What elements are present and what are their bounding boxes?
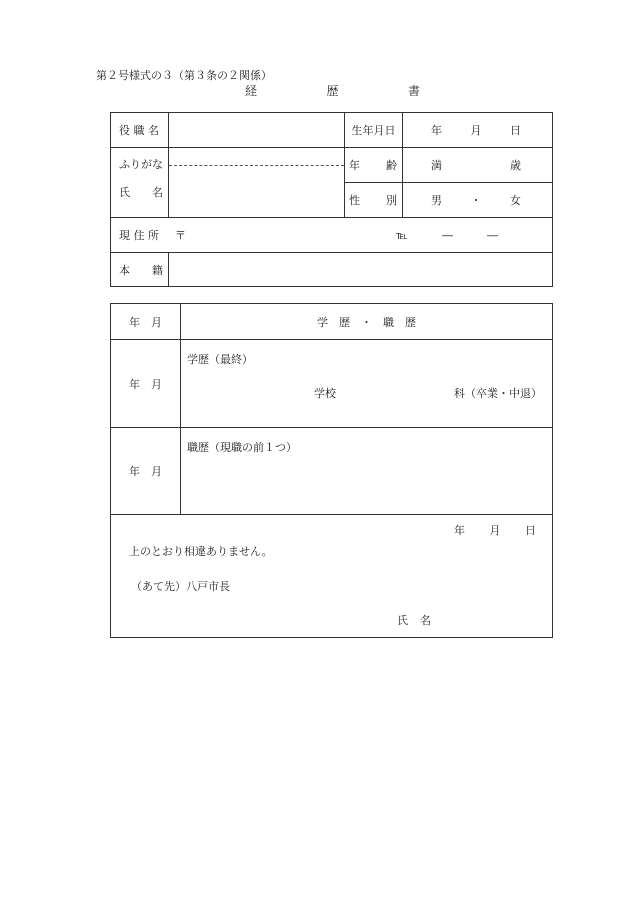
declaration-day-char: 日 [525, 524, 536, 537]
postal-mark: 〒 [175, 229, 186, 242]
name-label-char: 氏 [119, 186, 130, 199]
position-field[interactable] [169, 113, 344, 147]
tel-dash: ― [487, 228, 498, 242]
address-field[interactable] [169, 218, 552, 252]
age-label [349, 148, 397, 182]
age-field[interactable] [431, 148, 521, 182]
birth-year-char: 年 [431, 124, 442, 137]
signature-label-char: 氏 [397, 614, 408, 627]
personal-info-table [110, 112, 553, 287]
age-prefix: 満 [431, 159, 442, 172]
birth-day-char: 日 [510, 124, 521, 137]
school-label: 学校 [314, 387, 336, 400]
age-label-char: 年 [349, 159, 360, 172]
declaration-month-char: 月 [489, 524, 501, 537]
declaration-year-char: 年 [454, 524, 465, 537]
gender-label-char: 性 [349, 194, 360, 207]
birth-field[interactable] [431, 113, 521, 147]
row-divider [111, 514, 552, 515]
position-label: 役 職 名 [119, 124, 159, 137]
furigana-field[interactable] [169, 148, 344, 165]
address-label: 現 住 所 [119, 229, 159, 242]
addressee: （あて先）八戸市長 [131, 580, 230, 593]
age-label-char: 齢 [386, 159, 397, 172]
domicile-label [119, 253, 163, 287]
furigana-label: ふりがな [119, 158, 163, 171]
signature-label-char: 名 [420, 614, 431, 627]
declaration-date[interactable] [454, 523, 536, 537]
gender-label [349, 183, 397, 217]
domicile-label-char: 籍 [152, 264, 163, 277]
date-header: 年 月 [129, 315, 162, 329]
form-number: 第２号様式の３（第３条の２関係） [96, 69, 272, 82]
work-date[interactable]: 年 月 [129, 465, 162, 478]
name-field[interactable] [169, 166, 344, 217]
department-label: 科（卒業・中退） [454, 387, 542, 400]
tel-mark: ℡ [396, 228, 408, 242]
education-date[interactable]: 年 月 [129, 377, 162, 391]
gender-female[interactable]: 女 [510, 194, 521, 207]
birth-month-char: 月 [470, 124, 482, 137]
title-char: 歴 [326, 83, 339, 98]
gender-male[interactable]: 男 [431, 194, 442, 207]
work-label: 職歴（現職の前１つ） [187, 441, 297, 454]
age-suffix: 歳 [510, 159, 521, 172]
tel-dash: ― [442, 228, 453, 242]
gender-separator: ・ [470, 194, 482, 207]
column-divider [402, 113, 403, 217]
content-header: 学 歴 ・ 職 歴 [317, 315, 416, 329]
domicile-label-char: 本 [119, 264, 130, 277]
birth-label: 生年月日 [351, 124, 396, 137]
gender-field[interactable] [431, 183, 521, 217]
title-char: 書 [407, 83, 420, 98]
history-table [110, 303, 553, 638]
declaration-statement: 上のとおり相違ありません。 [129, 545, 273, 558]
domicile-field[interactable] [169, 253, 552, 287]
document-title [245, 83, 420, 97]
education-label: 学歴（最終） [187, 353, 253, 366]
signature-label [397, 613, 431, 627]
title-char: 経 [245, 83, 258, 98]
name-label-char: 名 [152, 186, 163, 199]
gender-label-char: 別 [386, 194, 397, 207]
name-label [119, 184, 163, 200]
